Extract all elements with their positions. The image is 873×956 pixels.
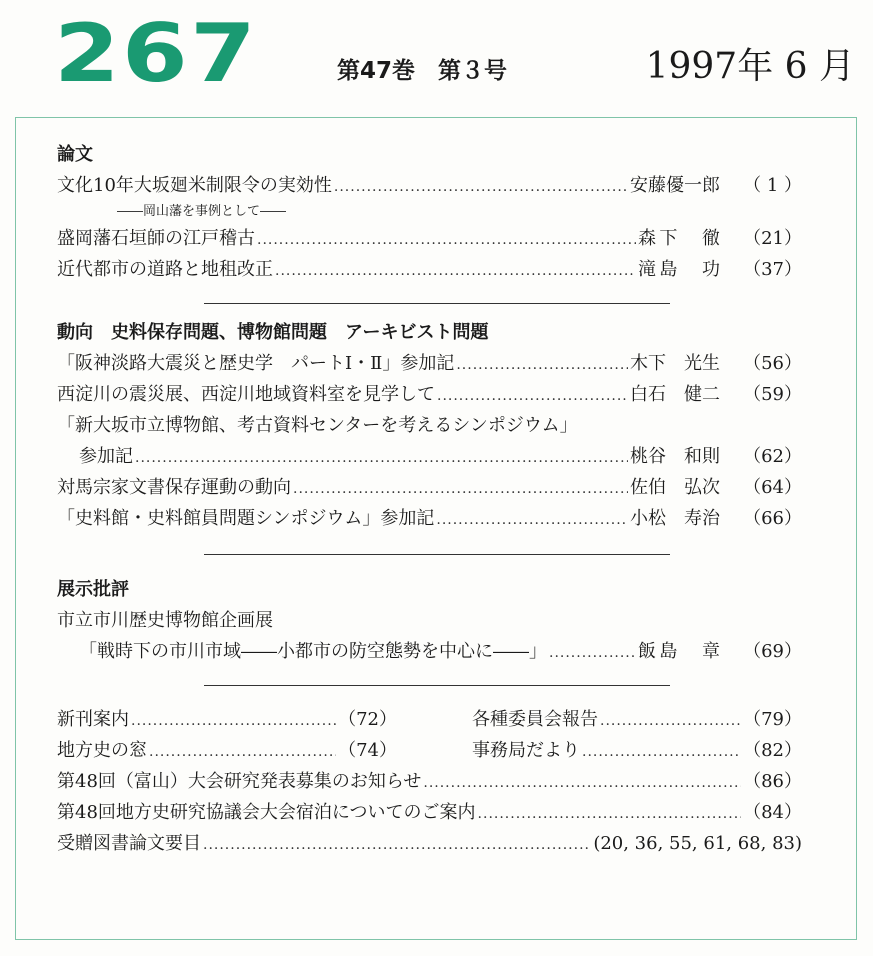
entry-title: 文化10年大坂廻米制限令の実効性 bbox=[57, 175, 332, 196]
entry-page: （86） bbox=[743, 771, 802, 792]
toc-entry[interactable] bbox=[57, 636, 802, 667]
entry-title: 参加記 bbox=[79, 446, 133, 467]
leader-dots bbox=[293, 474, 628, 505]
entry-title: 新刊案内 bbox=[57, 709, 129, 730]
entry-author: 飯島 章 bbox=[638, 641, 720, 662]
entry-author: 森下 徹 bbox=[638, 228, 720, 249]
toc-entry[interactable] bbox=[57, 254, 802, 285]
leader-dots bbox=[334, 172, 628, 203]
entry-title-line: 「新大坂市立博物館、考古資料センターを考えるシンポジウム」 bbox=[57, 415, 578, 436]
entry-page: （64） bbox=[743, 477, 802, 498]
entry-title: 「史料館・史料館員問題シンポジウム」参加記 bbox=[57, 508, 435, 529]
toc-entry[interactable] bbox=[57, 441, 802, 472]
entry-page: （59） bbox=[743, 384, 802, 405]
entry-subtitle: ――岡山藩を事例として―― bbox=[117, 204, 287, 219]
table-of-contents bbox=[57, 140, 802, 859]
misc-left-column bbox=[57, 704, 397, 766]
leader-dots bbox=[478, 799, 742, 830]
entry-page: （66） bbox=[743, 508, 802, 529]
entry-page: （84） bbox=[743, 802, 802, 823]
leader-dots bbox=[437, 381, 628, 412]
toc-entry[interactable] bbox=[57, 223, 802, 254]
entry-title: 事務局だより bbox=[472, 740, 580, 761]
toc-entry[interactable] bbox=[472, 735, 802, 766]
toc-entry[interactable] bbox=[57, 379, 802, 410]
toc-entry[interactable] bbox=[57, 170, 802, 201]
entry-title: 「阪神淡路大震災と歴史学 パートⅠ・Ⅱ」参加記 bbox=[57, 353, 455, 374]
entry-author: 佐伯 弘次 bbox=[630, 477, 720, 498]
entry-page: （62） bbox=[743, 446, 802, 467]
leader-dots bbox=[436, 505, 628, 536]
entry-author: 安藤優一郎 bbox=[630, 175, 720, 196]
entry-title: 西淀川の震災展、西淀川地域資料室を見学して bbox=[57, 384, 435, 405]
entry-title: 近代都市の道路と地租改正 bbox=[57, 259, 273, 280]
entry-page: （37） bbox=[743, 259, 802, 280]
leader-dots bbox=[131, 706, 336, 737]
toc-entry[interactable] bbox=[472, 704, 802, 735]
entry-title: 第48回地方史研究協議会大会宿泊についてのご案内 bbox=[57, 802, 476, 823]
entry-title: 地方史の窓 bbox=[57, 740, 147, 761]
entry-author: 白石 健二 bbox=[630, 384, 720, 405]
misc-two-column bbox=[57, 704, 802, 766]
section-trends bbox=[57, 318, 802, 534]
section-title: 動向 史料保存問題、博物館問題 アーキビスト問題 bbox=[57, 322, 489, 343]
entry-title-line: 市立市川歴史博物館企画展 bbox=[57, 610, 273, 631]
entry-page: (20, 36, 55, 61, 68, 83) bbox=[593, 833, 802, 854]
entry-author: 小松 寿治 bbox=[630, 508, 720, 529]
leader-dots bbox=[135, 443, 628, 474]
entry-page: （56） bbox=[743, 353, 802, 374]
misc-right-column bbox=[472, 704, 802, 766]
entry-page: （74） bbox=[338, 740, 397, 761]
section-exhibition-review bbox=[57, 575, 802, 667]
toc-entry[interactable] bbox=[57, 348, 802, 379]
leader-dots bbox=[582, 737, 741, 768]
leader-dots bbox=[600, 706, 741, 737]
entry-title: 第48回（富山）大会研究発表募集のお知らせ bbox=[57, 771, 422, 792]
entry-title: 「戦時下の市川市域――小都市の防空態勢を中心に――」 bbox=[79, 641, 547, 662]
toc-entry[interactable] bbox=[57, 472, 802, 503]
entry-page: （69） bbox=[743, 641, 802, 662]
leader-dots bbox=[423, 768, 741, 799]
entry-title: 対馬宗家文書保存運動の動向 bbox=[57, 477, 291, 498]
entry-page: （ 1 ） bbox=[743, 175, 802, 196]
entry-page: （72） bbox=[338, 709, 397, 730]
section-misc bbox=[57, 704, 802, 859]
entry-author: 木下 光生 bbox=[630, 353, 720, 374]
toc-entry[interactable] bbox=[57, 735, 397, 766]
entry-title: 盛岡藩石垣師の江戸稽古 bbox=[57, 228, 255, 249]
section-title: 論文 bbox=[57, 144, 93, 165]
publication-date: 1997年 6 月 bbox=[645, 46, 855, 87]
toc-entry[interactable] bbox=[57, 766, 802, 797]
entry-page: （82） bbox=[743, 740, 802, 761]
issue-number: 267 bbox=[54, 7, 259, 100]
leader-dots bbox=[203, 830, 590, 861]
toc-entry[interactable] bbox=[57, 797, 802, 828]
toc-entry[interactable] bbox=[57, 828, 802, 859]
leader-dots bbox=[456, 350, 628, 381]
leader-dots bbox=[257, 225, 636, 256]
entry-title: 各種委員会報告 bbox=[472, 709, 598, 730]
toc-entry[interactable] bbox=[57, 503, 802, 534]
entry-page: （79） bbox=[743, 709, 802, 730]
leader-dots bbox=[149, 737, 336, 768]
leader-dots bbox=[275, 256, 636, 287]
volume-label: 第47巻 第３号 bbox=[337, 58, 508, 84]
entry-title: 受贈図書論文要目 bbox=[57, 833, 201, 854]
toc-entry[interactable] bbox=[57, 704, 397, 735]
section-papers bbox=[57, 140, 802, 285]
entry-author: 桃谷 和則 bbox=[630, 446, 720, 467]
entry-page: （21） bbox=[743, 228, 802, 249]
entry-author: 滝島 功 bbox=[638, 259, 720, 280]
leader-dots bbox=[549, 638, 636, 669]
section-title: 展示批評 bbox=[57, 579, 129, 600]
